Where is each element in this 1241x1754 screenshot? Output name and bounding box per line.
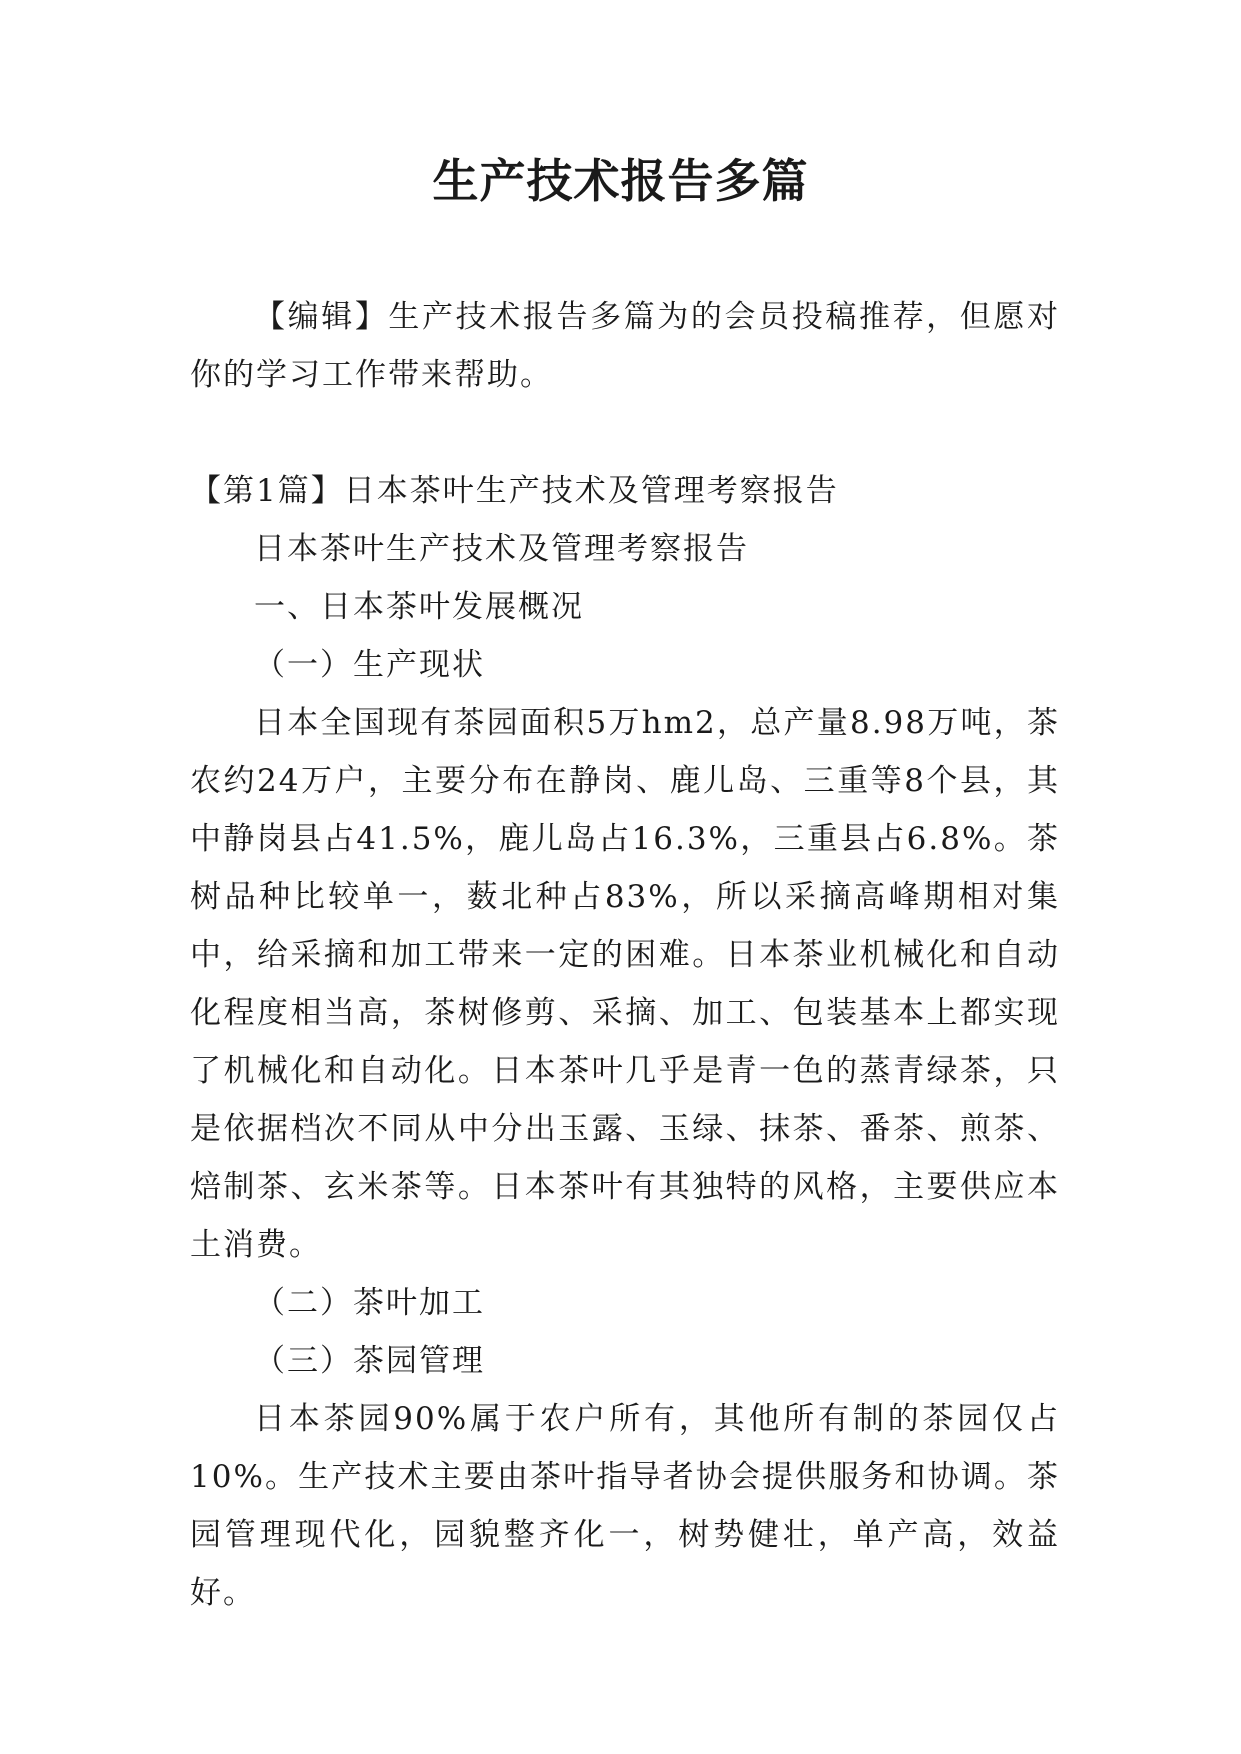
subsection-heading-processing: （二）茶叶加工 [254,1285,485,1321]
intro-paragraph: 【编辑】生产技术报告多篇为的会员投稿推荐，但愿对你的学习工作带来帮助。 [190,299,1060,393]
article-subtitle: 日本茶叶生产技术及管理考察报告 [254,531,749,567]
document-title: 生产技术报告多篇 [432,154,809,208]
subsection-heading-production: （一）生产现状 [254,647,485,683]
production-paragraph: 日本全国现有茶园面积5万hm2，总产量8.98万吨，茶农约24万户，主要分布在静岗、鹿儿岛、三重等8个县，其中静岗县占41.5%，鹿儿岛占16.3%，三重县占6.8%。茶树品种比较单一，薮北种占83%，所以采摘高峰期相对集中，给采摘和加工带来一定的困难。日本茶业机械化和自动化程度相当高，茶树修剪、采摘、加工、包装基本上都实现了机械化和自动化。日本茶叶几乎是青一色的蒸青绿茶，只是依据档次不同从中分出玉露、玉绿、抹茶、番茶、煎茶、焙制茶、玄米茶等。日本茶叶有其独特的风格，主要供应本土消费。 [190,705,1060,1263]
section-heading: 一、日本茶叶发展概况 [254,589,584,625]
management-paragraph: 日本茶园90%属于农户所有，其他所有制的茶园仅占10%。生产技术主要由茶叶指导者协会提供服务和协调。茶园管理现代化，园貌整齐化一，树势健壮，单产高，效益好。 [190,1401,1060,1611]
document-body [190,288,1060,1622]
spacer [190,404,1060,462]
article-heading: 【第1篇】日本茶叶生产技术及管理考察报告 [190,473,839,509]
subsection-heading-management: （三）茶园管理 [254,1343,485,1379]
